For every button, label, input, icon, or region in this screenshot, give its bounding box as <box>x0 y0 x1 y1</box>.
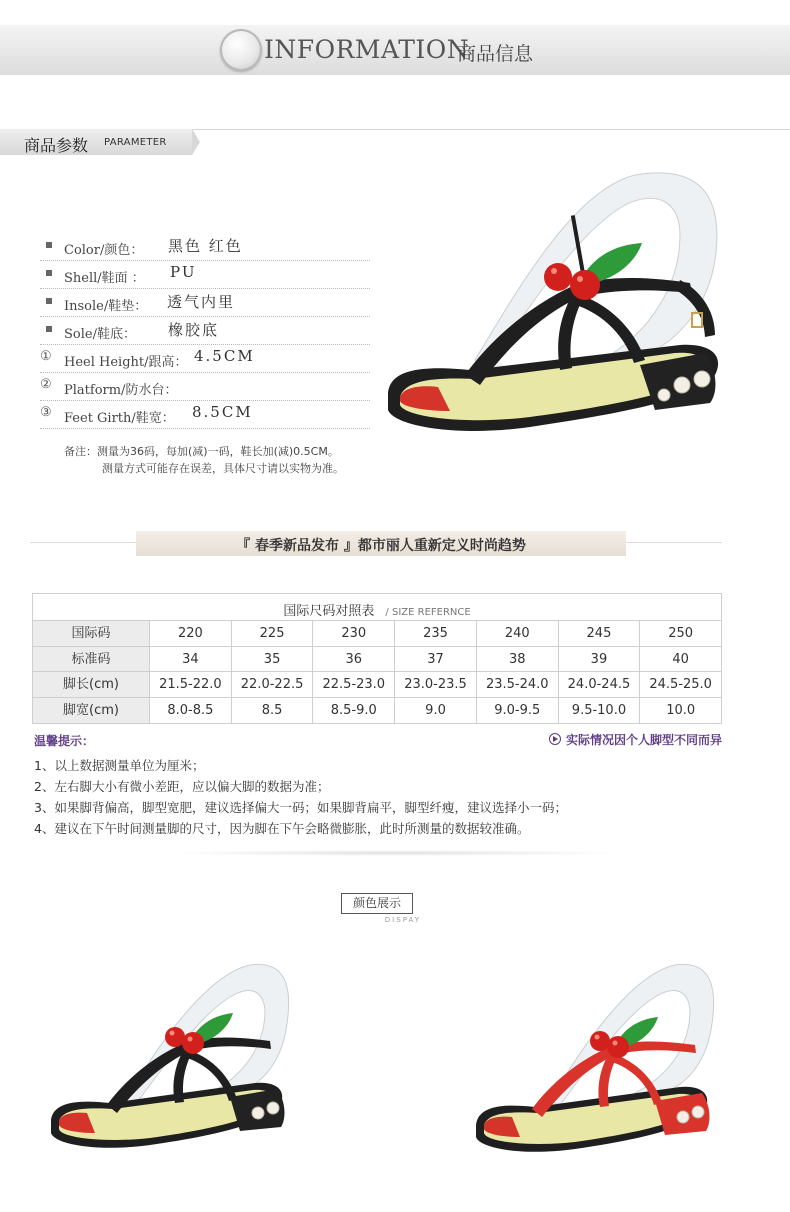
spec-row-insole <box>40 289 370 317</box>
tip-line: 1、以上数据测量单位为厘米； <box>34 758 205 773</box>
table-cell: 24.5-25.0 <box>649 677 712 692</box>
table-cell: 220 <box>150 621 232 646</box>
table-cell: 22.5-23.0 <box>313 672 395 697</box>
spec-label: Feet Girth/鞋宽： <box>64 411 175 426</box>
parameter-tab-en: PARAMETER <box>104 137 167 148</box>
table-row <box>33 621 721 647</box>
tip-line: 2、左右脚大小有微小差距，应以偏大脚的数据为准； <box>34 779 330 794</box>
size-table-caption <box>33 594 721 621</box>
tips-right-note <box>549 731 722 748</box>
spec-value: 8.5CM <box>192 403 253 421</box>
square-bullet-icon <box>46 298 52 304</box>
table-cell: 38 <box>477 647 559 672</box>
spec-row-shell <box>40 261 370 289</box>
table-cell: 39 <box>559 647 641 672</box>
table-row <box>33 698 721 724</box>
table-row <box>33 647 721 673</box>
note-line-1: 备注：测量为36码，每加(减)一码，鞋长加(减)0.5CM。 <box>64 445 339 458</box>
information-title: INFORMATION <box>264 35 470 64</box>
spec-number: ② <box>40 377 52 392</box>
spec-number: ① <box>40 349 52 364</box>
table-cell: 24.0-24.5 <box>559 672 641 697</box>
table-cell: 35 <box>232 647 314 672</box>
table-cell: 40 <box>672 651 689 667</box>
table-cell: 9.5-10.0 <box>559 698 641 724</box>
square-bullet-icon <box>46 326 52 332</box>
table-cell: 225 <box>232 621 314 646</box>
spec-value: PU <box>170 263 197 281</box>
information-banner <box>0 25 790 75</box>
square-bullet-icon <box>46 242 52 248</box>
row-header: 国际码 <box>33 621 150 646</box>
spec-label: Heel Height/跟高： <box>64 355 188 370</box>
parameter-tab-cn: 商品参数 <box>24 136 89 155</box>
section-divider <box>160 850 630 856</box>
table-cell: 36 <box>313 647 395 672</box>
size-table-caption-cn: 国际尺码对照表 <box>283 604 375 619</box>
table-cell: 250 <box>668 626 694 641</box>
spec-label: Sole/鞋底： <box>64 327 136 342</box>
table-cell: 8.0-8.5 <box>150 698 232 724</box>
table-cell: 245 <box>559 621 641 646</box>
spec-number: ③ <box>40 405 52 420</box>
table-cell: 8.5-9.0 <box>313 698 395 724</box>
spec-row-feet-girth <box>40 401 370 429</box>
banner-line-left <box>30 542 136 543</box>
spec-value: 橡胶底 <box>168 321 220 339</box>
spec-label: Platform/防水台： <box>64 383 178 398</box>
row-header: 脚宽(cm) <box>33 698 150 724</box>
tips-title: 温馨提示： <box>34 734 95 748</box>
spec-row-platform <box>40 373 370 401</box>
spec-value: 透气内里 <box>167 293 236 311</box>
table-cell: 22.0-22.5 <box>232 672 314 697</box>
tip-line: 4、建议在下午时间测量脚的尺寸，因为脚在下午会略微膨胀，此时所测量的数据较准确。 <box>34 821 530 836</box>
spec-value: 4.5CM <box>194 347 255 365</box>
table-cell: 240 <box>477 621 559 646</box>
table-cell: 9.0-9.5 <box>477 698 559 724</box>
table-cell: 23.0-23.5 <box>395 672 477 697</box>
square-bullet-icon <box>46 270 52 276</box>
size-table-caption-en: / SIZE REFERNCE <box>385 607 471 618</box>
table-cell: 23.5-24.0 <box>477 672 559 697</box>
silver-circle-icon <box>220 29 262 71</box>
banner-line-right <box>626 542 722 543</box>
spec-row-sole <box>40 317 370 345</box>
information-title-cn: 商品信息 <box>457 43 534 65</box>
note-line-2: 测量方式可能存在误差，具体尺寸请以实物为准。 <box>102 462 344 475</box>
spec-label: Shell/鞋面 ： <box>64 271 145 286</box>
parameter-tab <box>0 129 192 155</box>
product-image-main <box>380 165 740 455</box>
table-cell: 8.5 <box>232 698 314 724</box>
table-cell: 10.0 <box>666 702 696 718</box>
table-cell: 230 <box>313 621 395 646</box>
table-row <box>33 672 721 698</box>
tips-right-text: 实际情况因个人脚型不同而异 <box>565 733 722 747</box>
product-image-black <box>45 955 305 1170</box>
product-image-red <box>470 955 730 1170</box>
spec-row-color <box>40 233 370 261</box>
spec-label: Color/颜色： <box>64 243 144 258</box>
tip-line: 3、如果脚背偏高，脚型宽肥，建议选择偏大一码；如果脚背扁平，脚型纤瘦，建议选择小一码； <box>34 800 567 815</box>
table-cell: 21.5-22.0 <box>150 672 232 697</box>
table-cell: 34 <box>150 647 232 672</box>
spring-release-text: 『 春季新品发布 』都市丽人重新定义时尚趋势 <box>236 538 526 554</box>
table-cell: 235 <box>395 621 477 646</box>
spec-value: 黑色 红色 <box>168 237 243 255</box>
play-circle-icon <box>549 733 561 745</box>
table-cell: 37 <box>395 647 477 672</box>
color-display-label-en: DISPAY <box>384 916 421 924</box>
row-header: 标准码 <box>33 647 150 672</box>
row-header: 脚长(cm) <box>33 672 150 697</box>
spec-label: Insole/鞋垫： <box>64 299 148 314</box>
table-cell: 9.0 <box>395 698 477 724</box>
spring-release-banner <box>136 531 626 556</box>
spec-row-heel-height <box>40 345 370 373</box>
color-display-label: 颜色展示 <box>341 893 413 914</box>
size-reference-table <box>32 593 722 724</box>
